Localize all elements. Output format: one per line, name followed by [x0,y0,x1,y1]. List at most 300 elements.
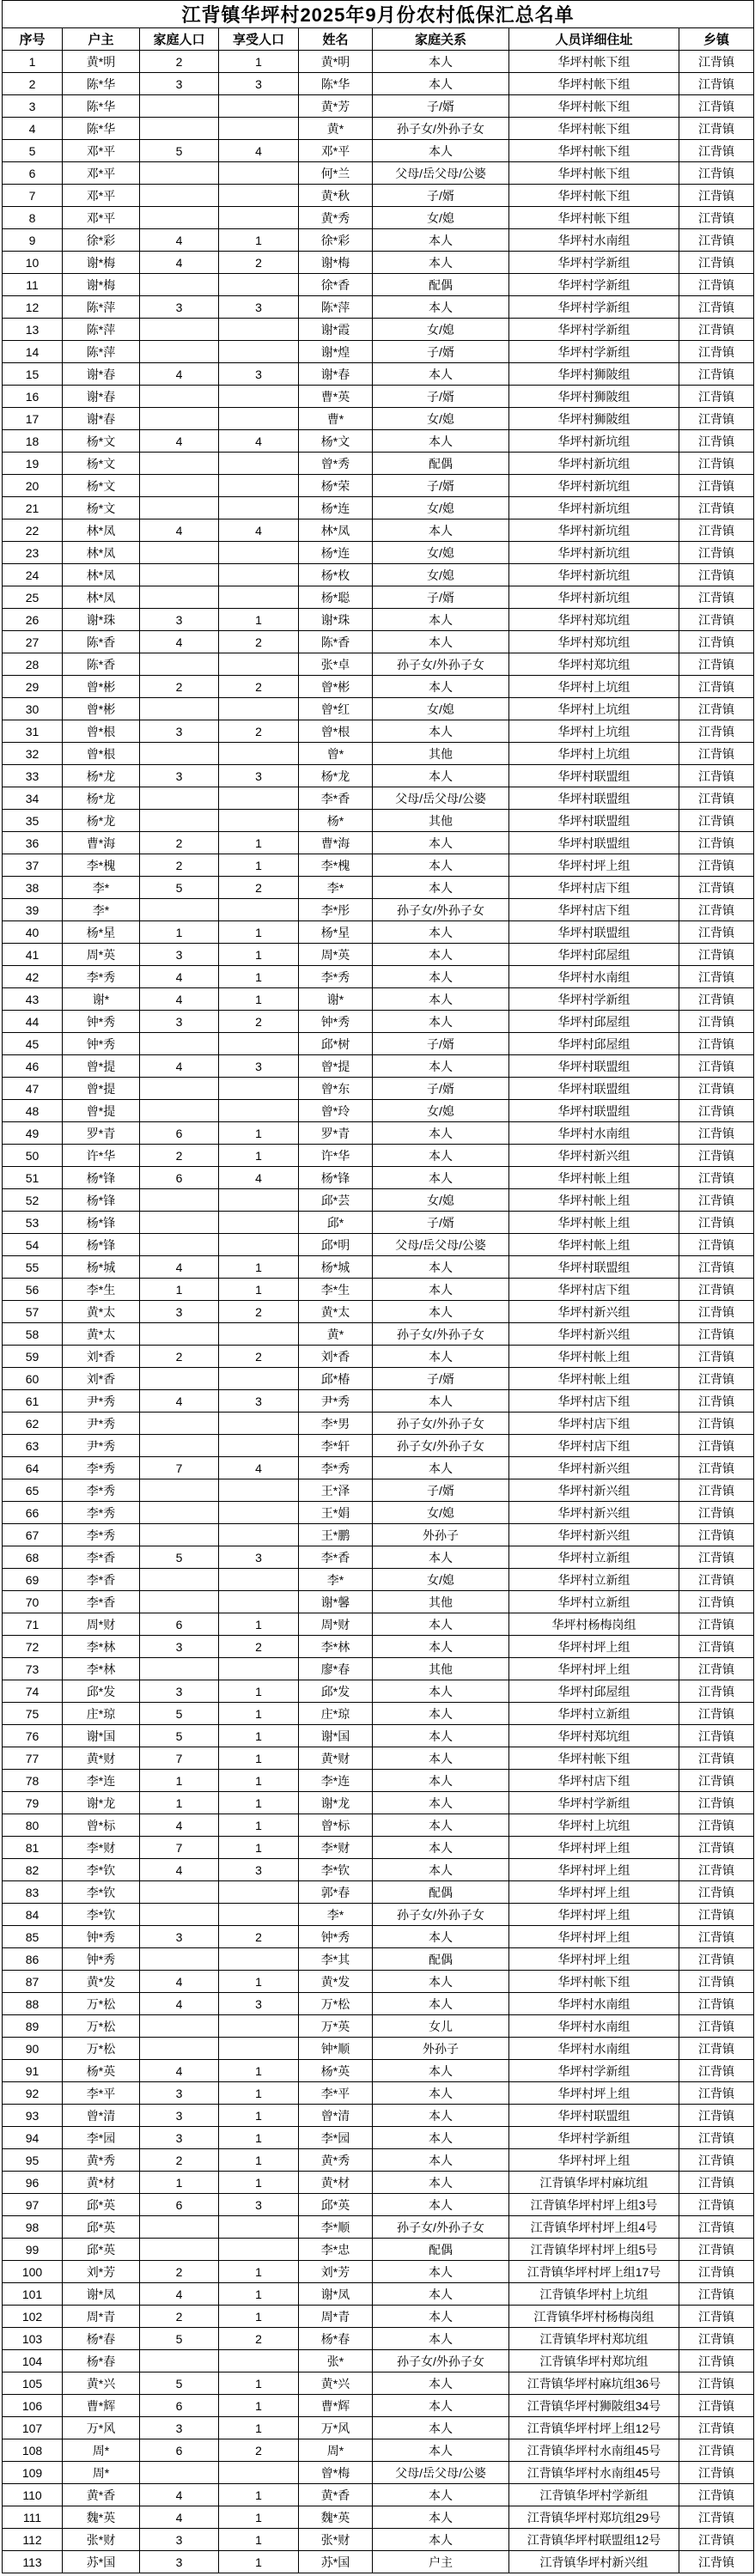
table-cell: 79 [3,1792,63,1814]
table-cell: 本人 [373,1613,509,1636]
table-cell: 2 [140,832,219,854]
table-cell: 华坪村坪上组 [509,1859,679,1881]
table-cell: 江背镇 [679,1279,754,1301]
table-cell: 女/媳 [373,564,509,586]
table-cell: 华坪村帐下组 [509,185,679,207]
table-cell: 52 [3,1189,63,1212]
table-cell: 3 [140,1011,219,1033]
table-cell: 钟*秀 [63,1926,140,1948]
table-cell: 1 [219,2417,299,2439]
table-row [3,1368,754,1390]
table-cell: 杨*英 [299,2060,373,2082]
table-cell: 华坪村帐上组 [509,1212,679,1234]
table-cell: 6 [140,1613,219,1636]
table-cell: 江背镇 [679,1546,754,1569]
table-cell: 华坪村水南组 [509,2015,679,2038]
table-cell: 江背镇 [679,1993,754,2015]
table-cell [140,185,219,207]
table-cell: 3 [140,609,219,631]
table-cell: 4 [140,1814,219,1837]
table-cell: 4 [140,1993,219,2015]
table-cell: 3 [140,2127,219,2149]
table-cell: 江背镇 [679,1479,754,1502]
table-cell: 华坪村帐下组 [509,118,679,140]
table-cell: 3 [140,720,219,743]
table-cell: 李*秀 [299,966,373,988]
table-cell: 黄*兴 [63,2372,140,2395]
table-cell: 李*平 [299,2082,373,2105]
table-cell: 陈*香 [299,631,373,653]
table-cell: 本人 [373,944,509,966]
table-cell: 苏*国 [299,2551,373,2573]
table-cell: 曾* [299,743,373,765]
table-cell: 本人 [373,1055,509,1078]
table-cell: 女/媳 [373,1189,509,1212]
table-cell: 1 [219,1613,299,1636]
table-cell [140,586,219,609]
table-cell: 1 [219,1814,299,1837]
table-cell: 江背镇 [679,453,754,475]
table-cell: 106 [3,2395,63,2417]
table-cell: 曾*秀 [299,453,373,475]
table-cell: 4 [3,118,63,140]
table-row [3,1479,754,1502]
table-cell: 孙子女/外孙子女 [373,2216,509,2239]
table-row [3,341,754,363]
table-row [3,2216,754,2239]
table-cell: 华坪村店下组 [509,1435,679,1457]
table-cell: 江背镇 [679,2551,754,2573]
welfare-summary-table [2,0,754,2573]
table-cell: 华坪村帐下组 [509,51,679,73]
table-cell: 子/婿 [373,1212,509,1234]
table-cell: 3 [140,1301,219,1323]
table-cell: 黄*秀 [63,2149,140,2172]
table-cell: 江背镇 [679,1770,754,1792]
table-cell: 1 [219,2283,299,2306]
table-cell: 万*松 [299,1993,373,2015]
table-cell: 林*凤 [299,519,373,542]
table-row [3,720,754,743]
table-cell: 邱*英 [63,2194,140,2216]
table-cell: 江背镇 [679,2060,754,2082]
table-cell: 江背镇 [679,2216,754,2239]
table-cell: 江背镇华坪村麻坑组36号 [509,2372,679,2395]
table-cell: 女/媳 [373,698,509,720]
table-cell [140,1100,219,1122]
table-cell: 华坪村狮陂组 [509,386,679,408]
table-cell: 本人 [373,1167,509,1189]
table-cell: 张*财 [299,2529,373,2551]
table-cell: 周*青 [63,2306,140,2328]
table-cell: 2 [219,252,299,274]
table-cell: 曾*东 [299,1078,373,1100]
table-cell [219,1100,299,1122]
table-cell: 1 [219,609,299,631]
table-cell: 江背镇 [679,162,754,185]
table-row [3,2372,754,2395]
table-cell: 3 [140,2105,219,2127]
table-row [3,1680,754,1703]
table-cell: 2 [140,676,219,698]
table-row [3,1301,754,1323]
table-cell: 78 [3,1770,63,1792]
table-cell: 4 [140,966,219,988]
table-cell: 杨*锋 [63,1167,140,1189]
table-cell: 陈*萍 [63,319,140,341]
table-row [3,363,754,386]
table-row [3,1122,754,1145]
table-cell: 杨*聪 [299,586,373,609]
table-cell: 1 [140,1792,219,1814]
table-cell [219,162,299,185]
table-cell [140,1591,219,1613]
table-cell: 华坪村帐下组 [509,162,679,185]
table-cell: 外孙子 [373,1524,509,1546]
table-cell: 曾*彬 [63,698,140,720]
table-cell: 邱*明 [299,1234,373,1256]
table-cell [219,341,299,363]
table-row [3,2350,754,2372]
table-cell: 90 [3,2038,63,2060]
table-cell: 其他 [373,1591,509,1613]
table-cell: 黄*太 [63,1301,140,1323]
table-cell: 本人 [373,2328,509,2350]
table-cell: 江背镇 [679,921,754,944]
table-cell: 李*顺 [299,2216,373,2239]
table-cell: 江背镇 [679,1435,754,1457]
table-cell: 钟*顺 [299,2038,373,2060]
table-cell [219,408,299,430]
table-cell: 1 [219,1680,299,1703]
table-cell [219,2462,299,2484]
table-row [3,140,754,162]
table-cell: 林*凤 [63,564,140,586]
table-cell [219,453,299,475]
table-cell: 华坪村学新组 [509,341,679,363]
table-cell [140,1212,219,1234]
table-cell: 华坪村邱屋组 [509,1033,679,1055]
table-cell: 江背镇 [679,1658,754,1680]
table-cell: 万*风 [63,2417,140,2439]
table-row [3,274,754,296]
table-cell: 本人 [373,1390,509,1413]
table-cell: 2 [140,1145,219,1167]
table-cell: 谢*凤 [63,2283,140,2306]
table-cell: 本人 [373,1814,509,1837]
table-cell: 李* [63,877,140,899]
table-cell: 女/媳 [373,1502,509,1524]
table-cell: 本人 [373,2529,509,2551]
table-row [3,185,754,207]
table-row [3,430,754,453]
table-cell: 江背镇华坪村麻坑组 [509,2172,679,2194]
table-cell: 邓*平 [63,140,140,162]
table-cell: 谢*春 [299,363,373,386]
table-cell: 邱*树 [299,1033,373,1055]
table-cell: 江背镇 [679,1747,754,1770]
table-row [3,1658,754,1680]
table-cell: 华坪村店下组 [509,1279,679,1301]
table-row [3,475,754,497]
table-cell: 58 [3,1323,63,1346]
table-cell: 4 [140,229,219,252]
table-cell: 江背镇 [679,1301,754,1323]
table-cell: 6 [140,2439,219,2462]
table-cell: 杨*龙 [63,765,140,787]
table-cell: 谢*春 [63,386,140,408]
table-row [3,2328,754,2350]
table-cell: 周*青 [299,2306,373,2328]
table-cell: 邱*芸 [299,1189,373,1212]
table-cell: 华坪村坪上组 [509,854,679,877]
table-cell: 江背镇华坪村坪上组4号 [509,2216,679,2239]
table-row [3,966,754,988]
table-cell [140,2462,219,2484]
table-cell: 14 [3,341,63,363]
table-cell: 15 [3,363,63,386]
table-cell: 5 [140,1546,219,1569]
table-header [3,1,754,51]
table-cell: 江背镇 [679,653,754,676]
table-cell: 李*秀 [63,1524,140,1546]
table-row [3,2038,754,2060]
table-cell: 杨*城 [299,1256,373,1279]
column-header-row [3,28,754,51]
table-cell: 3 [3,95,63,118]
table-cell: 2 [219,676,299,698]
table-cell: 江背镇 [679,2105,754,2127]
table-cell: 本人 [373,1122,509,1145]
table-cell: 江背镇 [679,1323,754,1346]
table-cell: 江背镇 [679,2261,754,2283]
table-cell: 曾*根 [63,720,140,743]
table-cell: 华坪村坪上组 [509,1658,679,1680]
table-cell: 江背镇 [679,1926,754,1948]
table-cell: 黄*发 [299,1971,373,1993]
table-cell [140,564,219,586]
table-cell: 1 [219,1770,299,1792]
table-cell: 1 [219,2105,299,2127]
table-cell: 61 [3,1390,63,1413]
table-cell: 周*财 [299,1613,373,1636]
table-cell: 江背镇 [679,2149,754,2172]
table-row [3,1279,754,1301]
table-cell: 华坪村帐下组 [509,140,679,162]
table-cell: 华坪村联盟组 [509,1055,679,1078]
table-cell: 8 [3,207,63,229]
table-cell: 万*松 [63,2038,140,2060]
table-cell: 江背镇 [679,2395,754,2417]
table-cell: 本人 [373,1457,509,1479]
table-cell [219,319,299,341]
table-cell: 华坪村联盟组 [509,2105,679,2127]
table-cell [219,1033,299,1055]
table-row [3,877,754,899]
table-cell: 魏*英 [63,2506,140,2529]
table-row [3,2551,754,2573]
table-cell: 3 [219,1055,299,1078]
table-cell [219,95,299,118]
table-cell: 4 [140,430,219,453]
table-cell: 92 [3,2082,63,2105]
table-cell: 113 [3,2551,63,2573]
table-cell [140,162,219,185]
table-cell: 子/婿 [373,185,509,207]
table-row [3,1948,754,1971]
table-cell: 李*槐 [299,854,373,877]
table-cell: 1 [219,1256,299,1279]
table-row [3,1792,754,1814]
table-cell: 16 [3,386,63,408]
table-cell: 江背镇 [679,832,754,854]
table-cell: 66 [3,1502,63,1524]
table-cell [219,1189,299,1212]
table-cell: 86 [3,1948,63,1971]
table-cell: 杨*锋 [63,1234,140,1256]
table-cell: 3 [140,765,219,787]
table-cell [140,1524,219,1546]
table-cell: 江背镇华坪村坪上组12号 [509,2417,679,2439]
table-cell: 54 [3,1234,63,1256]
table-row [3,252,754,274]
table-cell: 7 [3,185,63,207]
table-cell: 许*华 [63,1145,140,1167]
table-cell: 本人 [373,720,509,743]
table-cell [140,787,219,810]
table-row [3,2127,754,2149]
table-row [3,2172,754,2194]
table-cell: 2 [140,2306,219,2328]
table-row [3,1234,754,1256]
table-cell: 1 [219,2529,299,2551]
table-cell: 女/媳 [373,408,509,430]
table-cell: 华坪村坪上组 [509,1904,679,1926]
table-row [3,1167,754,1189]
table-cell: 女/媳 [373,1569,509,1591]
table-cell: 2 [3,73,63,95]
table-cell: 邱*英 [63,2216,140,2239]
table-cell: 109 [3,2462,63,2484]
table-cell: 华坪村联盟组 [509,810,679,832]
table-row [3,319,754,341]
table-cell: 李*园 [63,2127,140,2149]
table-cell: 江背镇 [679,2529,754,2551]
table-cell [219,1569,299,1591]
table-cell: 江背镇华坪村郑坑组 [509,2350,679,2372]
table-cell: 36 [3,832,63,854]
table-cell [140,542,219,564]
table-cell: 江背镇 [679,274,754,296]
table-cell: 1 [219,2172,299,2194]
table-cell: 103 [3,2328,63,2350]
table-cell: 曾*提 [63,1055,140,1078]
table-cell: 周*英 [299,944,373,966]
table-row [3,1636,754,1658]
table-cell: 1 [219,1145,299,1167]
table-cell: 江背镇 [679,1078,754,1100]
table-cell: 华坪村新兴组 [509,1479,679,1502]
table-cell [219,653,299,676]
table-cell: 本人 [373,2484,509,2506]
table-cell: 许*华 [299,1145,373,1167]
table-cell: 钟*秀 [299,1011,373,1033]
table-row [3,653,754,676]
table-cell: 本人 [373,2082,509,2105]
table-cell: 华坪村学新组 [509,1792,679,1814]
table-cell: 江背镇 [679,2283,754,2306]
table-cell: 江背镇 [679,2038,754,2060]
table-cell: 1 [219,2060,299,2082]
table-cell: 本人 [373,2439,509,2462]
table-cell: 杨*春 [63,2328,140,2350]
table-cell [140,1413,219,1435]
table-row [3,1859,754,1881]
table-cell: 4 [140,2283,219,2306]
table-cell: 子/婿 [373,1479,509,1502]
table-row [3,743,754,765]
table-cell: 华坪村新坑组 [509,586,679,609]
table-cell: 本人 [373,1993,509,2015]
table-cell: 江背镇 [679,2306,754,2328]
table-cell: 华坪村狮陂组 [509,363,679,386]
table-cell: 父母/岳父母/公婆 [373,2462,509,2484]
table-cell: 2 [219,877,299,899]
table-cell: 江背镇 [679,899,754,921]
table-row [3,162,754,185]
table-cell [219,1904,299,1926]
table-cell: 84 [3,1904,63,1926]
table-cell [140,2038,219,2060]
table-cell: 本人 [373,1011,509,1033]
table-cell: 3 [140,2417,219,2439]
table-cell: 74 [3,1680,63,1703]
table-cell: 1 [219,854,299,877]
table-cell [140,2239,219,2261]
table-cell: 本人 [373,1971,509,1993]
table-cell [140,1078,219,1100]
table-cell: 曹*海 [63,832,140,854]
table-cell: 廖*春 [299,1658,373,1680]
table-cell: 华坪村学新组 [509,319,679,341]
table-cell: 陈*华 [63,73,140,95]
table-cell: 杨*锋 [299,1167,373,1189]
table-cell: 父母/岳父母/公婆 [373,162,509,185]
table-row [3,296,754,319]
table-cell: 李*轩 [299,1435,373,1457]
table-cell: 曾*提 [63,1100,140,1122]
column-header-benefit: 享受人口 [219,28,299,51]
table-cell: 魏*英 [299,2506,373,2529]
table-cell: 28 [3,653,63,676]
table-cell [140,1569,219,1591]
table-cell [140,1368,219,1390]
table-cell: 华坪村新兴组 [509,1502,679,1524]
table-row [3,408,754,430]
table-cell: 华坪村帐上组 [509,1368,679,1390]
table-cell: 4 [140,363,219,386]
table-cell: 李*其 [299,1948,373,1971]
table-cell: 71 [3,1613,63,1636]
table-cell [140,2216,219,2239]
table-cell: 父母/岳父母/公婆 [373,1234,509,1256]
table-row [3,1613,754,1636]
table-cell: 周* [299,2439,373,2462]
table-cell: 3 [219,1859,299,1881]
table-cell: 华坪村上坑组 [509,743,679,765]
table-cell: 3 [140,1680,219,1703]
table-cell: 江背镇 [679,1636,754,1658]
